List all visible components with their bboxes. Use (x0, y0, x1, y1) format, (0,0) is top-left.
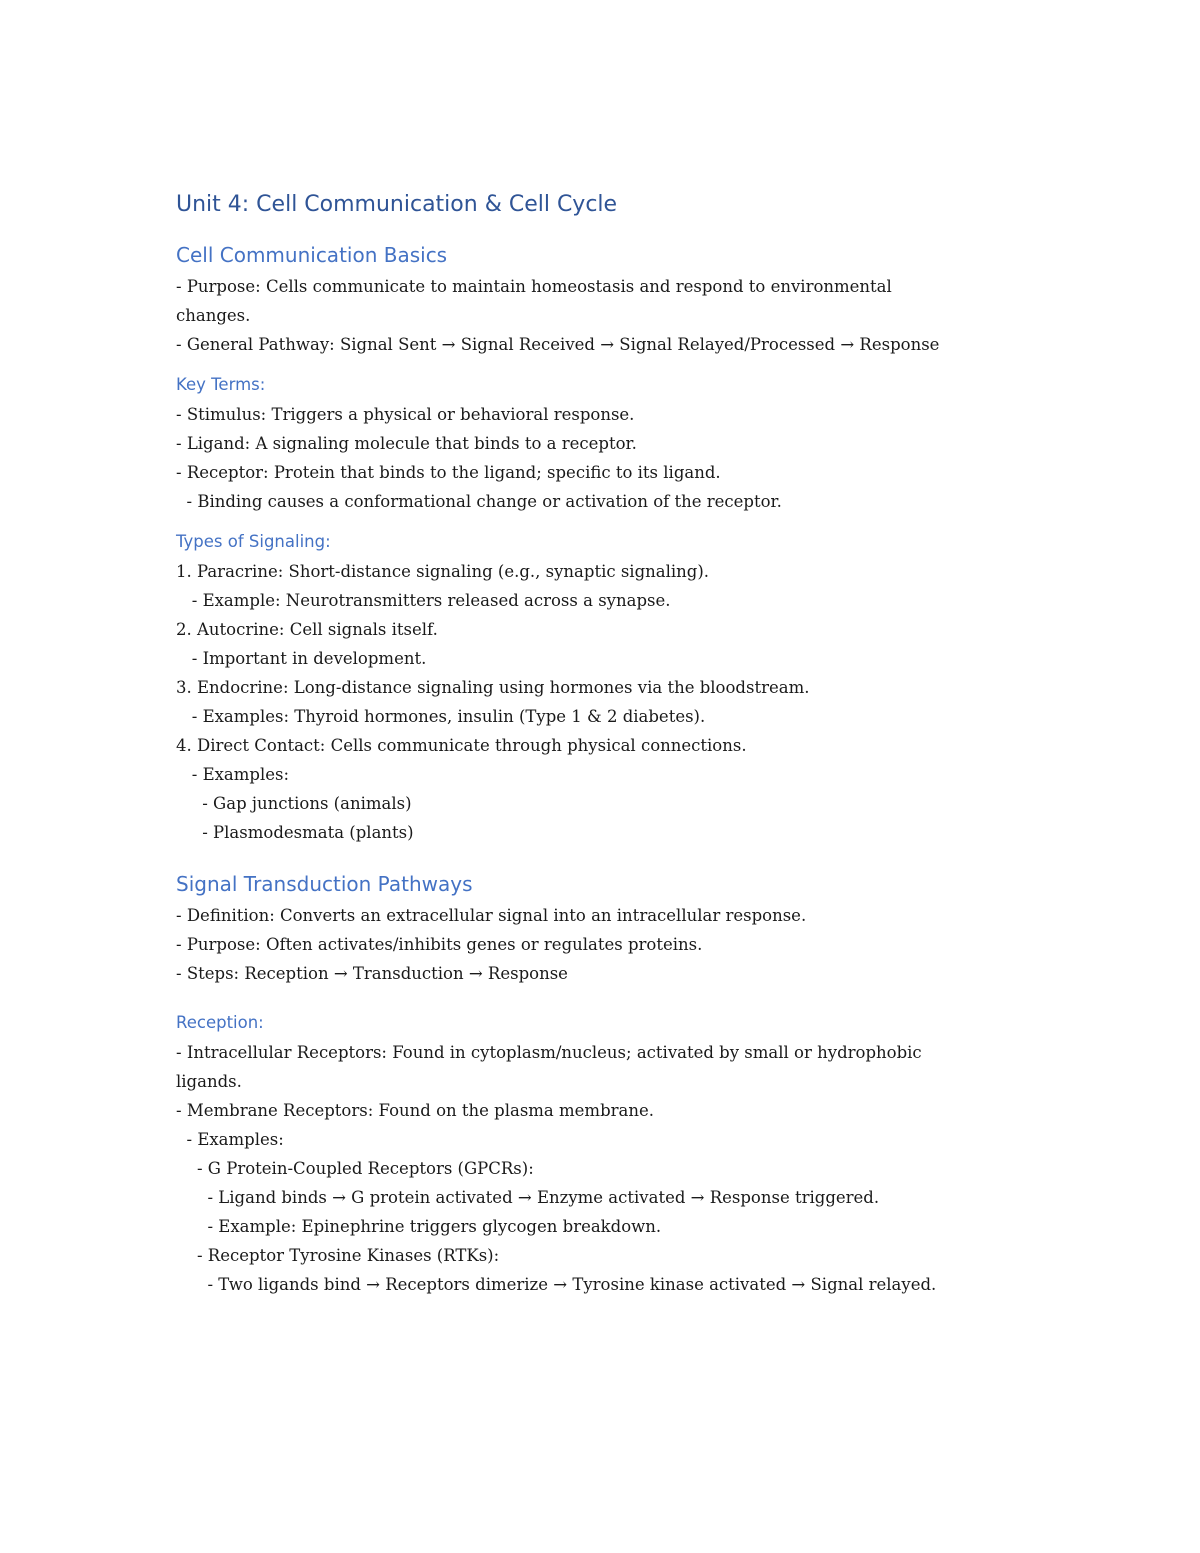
text-line: - Example: Epinephrine triggers glycogen breakdown. (176, 1217, 662, 1236)
text-line: - Ligand: A signaling molecule that binds to a receptor. (176, 434, 637, 453)
text-line: - Examples: (176, 765, 290, 784)
text-line: - Plasmodesmata (plants) (176, 823, 414, 842)
text-line: - Examples: (176, 1130, 284, 1149)
text-line: - Receptor Tyrosine Kinases (RTKs): (176, 1246, 500, 1265)
text-line: - Definition: Converts an extracellular signal into an intracellular response. (176, 906, 807, 925)
subheading-key-terms: Key Terms: (176, 375, 266, 394)
section-heading-cell-communication: Cell Communication Basics (176, 243, 448, 267)
text-line: - Important in development. (176, 649, 427, 668)
text-line: ligands. (176, 1072, 242, 1091)
text-line: - General Pathway: Signal Sent → Signal Received → Signal Relayed/Processed → Response (176, 335, 940, 354)
text-line: - Gap junctions (animals) (176, 794, 412, 813)
text-line: - Purpose: Cells communicate to maintain homeostasis and respond to environmental (176, 277, 892, 296)
text-line: 4. Direct Contact: Cells communicate through physical connections. (176, 736, 747, 755)
text-line: - Receptor: Protein that binds to the ligand; specific to its ligand. (176, 463, 721, 482)
subheading-reception: Reception: (176, 1013, 264, 1032)
text-line: - Ligand binds → G protein activated → Enzyme activated → Response triggered. (176, 1188, 880, 1207)
subheading-types-of-signaling: Types of Signaling: (176, 532, 331, 551)
text-line: - Steps: Reception → Transduction → Response (176, 964, 568, 983)
text-line: 2. Autocrine: Cell signals itself. (176, 620, 438, 639)
text-line: 1. Paracrine: Short-distance signaling (e.g., synaptic signaling). (176, 562, 710, 581)
text-line: - Intracellular Receptors: Found in cytoplasm/nucleus; activated by small or hydrophobic (176, 1043, 922, 1062)
text-line: - Examples: Thyroid hormones, insulin (Type 1 & 2 diabetes). (176, 707, 706, 726)
text-line: - Two ligands bind → Receptors dimerize → Tyrosine kinase activated → Signal relayed. (176, 1275, 937, 1294)
page-title: Unit 4: Cell Communication & Cell Cycle (176, 192, 618, 217)
section-heading-signal-transduction: Signal Transduction Pathways (176, 872, 473, 896)
text-line: - Example: Neurotransmitters released across a synapse. (176, 591, 671, 610)
text-line: - Purpose: Often activates/inhibits genes or regulates proteins. (176, 935, 703, 954)
text-line: - Binding causes a conformational change or activation of the receptor. (176, 492, 782, 511)
text-line: 3. Endocrine: Long-distance signaling using hormones via the bloodstream. (176, 678, 810, 697)
text-line: - Membrane Receptors: Found on the plasma membrane. (176, 1101, 654, 1120)
text-line: - Stimulus: Triggers a physical or behavioral response. (176, 405, 635, 424)
document-page (176, 186, 1056, 1299)
text-line: changes. (176, 306, 251, 325)
text-line: - G Protein-Coupled Receptors (GPCRs): (176, 1159, 534, 1178)
